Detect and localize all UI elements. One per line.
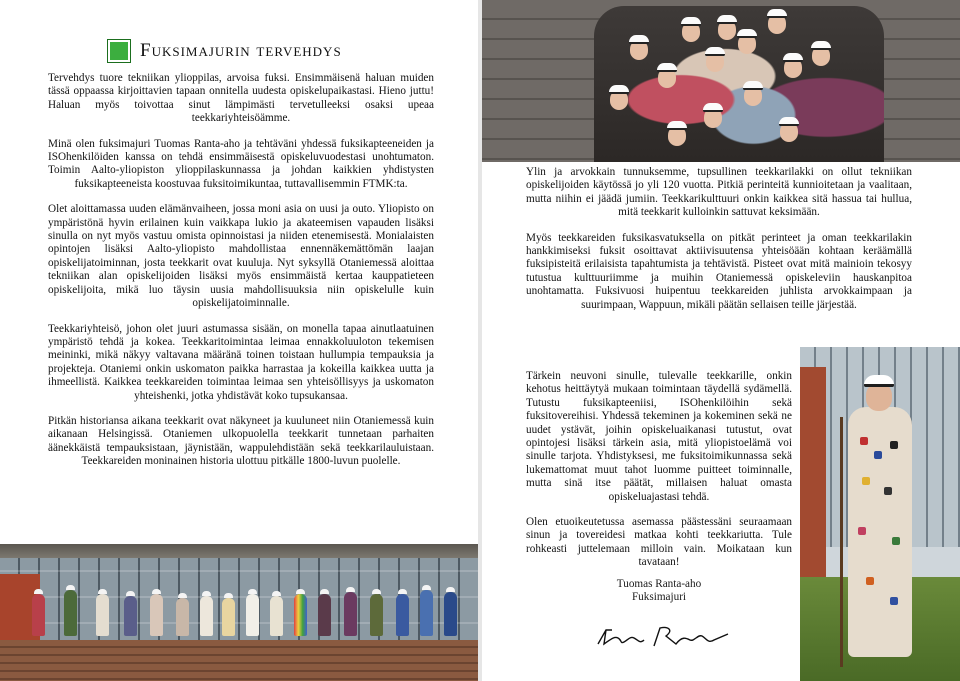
photo-person: [318, 594, 331, 636]
page-title: Fuksimajurin tervehdys: [140, 40, 342, 61]
right-page: [482, 0, 960, 681]
photo-patch: [892, 537, 900, 545]
photo-head: [706, 52, 724, 72]
photo-person: [176, 598, 189, 636]
photo-head: [784, 58, 802, 78]
paragraph: Olen etuoikeutetussa asemassa päästessäni seuraamaan sinun ja tovereidesi matkaa kohti teekkariutta. Tule rohkeasti juttelemaan milloin vain. Moikataan kun tavataan!: [526, 516, 792, 569]
photo-person: [64, 590, 77, 636]
group-photo-building: [0, 544, 478, 681]
photo-staff: [840, 417, 843, 667]
paragraph: Myös teekkareiden fuksikasvatuksella on pitkät perinteet ja oman teekkarilakin hankkimiseksi fuksit osoittavat aktiivisuutensa yhteisöään kohtaan keräämällä fuksipisteitä erilaisista tapahtumista ja tehtävistä. Pisteet ovat mitä mainioin tekosyy tutustua kulttuuriimme ja muihin Otaniemessä opiskeleviin hauskanpitoa unohtamatta. Fuksivuosi huipentuu teekkareiden juhlista arvokkaimpaan ja suurimpaan, Wappuun, mikäli päätän sellaisen teille järjestää.: [526, 231, 912, 311]
signoff-title: Fuksimajuri: [631, 591, 687, 604]
photo-cap: [864, 375, 894, 387]
photo-patch: [860, 437, 868, 445]
photo-person: [150, 594, 163, 636]
photo-person: [344, 592, 357, 636]
photo-patch: [874, 451, 882, 459]
photo-head: [768, 14, 786, 34]
photo-person: [840, 367, 920, 667]
paragraph: Tervehdys tuore tekniikan ylioppilas, arvoisa fuksi. Ensimmäisenä haluan muiden tässä oppaassa kirjoittavien tapaan onnitella uudesta opiskelupaikastasi. Hieno juttu! Haluan myös toivottaa sinut lämpimästi tervetulleeksi osaksi upeaa teekkariyhteisöämme.: [48, 72, 434, 125]
left-text-column: [48, 72, 434, 481]
photo-person: [444, 592, 457, 636]
photo-head: [780, 122, 798, 142]
paragraph: Pitkän historiansa aikana teekkarit ovat näkyneet ja kuuluneet niin Otaniemessä kuin aikanaan Helsingissä. Otaniemen ulkopuolella teekkarit tunnetaan parhaiten äänekkäistä tempauksistaan, jäynistään, wappulehdistään sekä teekkarilauluistaan. Teekkareiden moninainen historia ulottuu pitkälle 1800-luvun puolelle.: [48, 414, 434, 468]
photo-head: [610, 90, 628, 110]
photo-head: [744, 86, 762, 106]
photo-head: [630, 40, 648, 60]
handwritten-signature: [594, 622, 734, 652]
photo-person: [294, 594, 307, 636]
photo-person: [96, 594, 109, 636]
photo-patch: [884, 487, 892, 495]
photo-head: [682, 22, 700, 42]
group-photo-students: [482, 0, 960, 162]
photo-person: [246, 594, 259, 636]
paragraph: Tärkein neuvoni sinulle, tulevalle teekkarille, onkin kehotus heittäytyä mukaan toimintaan täydellä sydämellä. Tutustu fuksikapteeniisi, ISOhenkilöihin sekä fuksitovereihisi. Yhdessä tekeminen ja kokeminen sekä ne uudet ystävät, joihin opiskeluaikanasi tutustut, ovat opintojesi lisäksi tärkein asia, mitä yliopistoelämä voi sinulle tarjota. Yhdistyksesi, me fuksitoimikunnassa sekä lukemattomat muut tahot luomme puitteet toiminnalle, mutta sinä itse päätät, millaisen haluat omasta opiskeluajastasi tehdä.: [526, 370, 792, 503]
photo-person: [124, 596, 137, 636]
paragraph: Olet aloittamassa uuden elämänvaiheen, jossa moni asia on uusi ja outo. Yliopisto on ympäristönä hyvin erilainen kuin vaikkapa lukio ja akateemisen vapauden lisäksi sinulla on nyt myös vastuu omista opinnoistasi ja niiden etenemisestä. Monialaisten opintojen lisäksi Aalto-yliopisto mahdollistaa ennennäkemättömän laajan opiskelijatoiminnan, josta teekkarit ovat kuuluja. Nyt syksyllä Otaniemessä aloittaa tekniikan alan opiskelijoiden lisäksi myös ensimmäistä kertaa kauppatieteen opiskelijoita, mikä luo täysin uusia mahdollisuuksia niin opiskelulle kuin opiskelijatoiminnalle.: [48, 203, 434, 310]
photo-steps: [0, 640, 478, 681]
fuksimajuri-portrait-photo: [800, 347, 960, 681]
photo-head: [704, 108, 722, 128]
green-square-icon: [108, 40, 130, 62]
photo-person: [370, 594, 383, 636]
photo-head: [718, 20, 736, 40]
article-heading: [108, 40, 342, 62]
photo-patch: [890, 597, 898, 605]
photo-head: [738, 34, 756, 54]
photo-patch: [862, 477, 870, 485]
photo-head: [668, 126, 686, 146]
photo-person: [222, 598, 235, 636]
photo-person: [396, 594, 409, 636]
left-page: [0, 0, 478, 681]
photo-person: [32, 594, 45, 636]
photo-patch: [866, 577, 874, 585]
photo-person: [270, 596, 283, 636]
photo-patch: [890, 441, 898, 449]
paragraph: Ylin ja arvokkain tunnuksemme, tupsullinen teekkarilakki on ollut tekniikan opiskelijoiden käytössä jo yli 120 vuotta. Pitkiä perinteitä kunnioitetaan ja vaalitaan, mutta niihin ei jäädä jumiin. Teekkarikulttuuri onkin kaikkea sitä hassua tai hullua, mitä teekkarit kulloinkin sattuvat keksimään.: [526, 166, 912, 219]
photo-person: [200, 596, 213, 636]
photo-roof: [0, 544, 478, 558]
paragraph: Minä olen fuksimajuri Tuomas Ranta-aho ja tehtäväni yhdessä fuksikapteeneiden ja ISOhenkilöiden kanssa on tehdä ensimmäisestä opiskeluvuodestasi unohtumaton. Toimin Aalto-yliopiston ylioppilaskunnassa ja johdan kaikkien yhdistysten fuksikapteeneista koostuvaa fuksitoimikuntaa, tuttavallisemmin FTMK:ta.: [48, 137, 434, 190]
photo-head: [812, 46, 830, 66]
photo-face: [866, 383, 892, 411]
paragraph: Teekkariyhteisö, johon olet juuri astumassa sisään, on monella tapaa ainutlaatuinen ympäristö tehdä ja kokea. Teekkaritoimintaa leimaa ennakkoluuloton tekemisen meininki, mikä näkyy valtavana määränä toinen toistaan hullumpia tempauksia ja projekteja. Otaniemi onkin uskomaton paikka harrastaa ja kokeilla kaikkea uutta ja ihmeellistä. Kaikkea teekkareiden toimintaa leimaa sen yhteisöllisyys ja uskomaton yhteishenki, jotka yhdistävät koko tupsukansaa.: [48, 322, 434, 402]
signoff: [526, 578, 792, 605]
photo-head: [658, 68, 676, 88]
signoff-name: Tuomas Ranta-aho: [616, 578, 702, 590]
photo-patch: [858, 527, 866, 535]
photo-person: [420, 590, 433, 636]
right-text-column: [526, 166, 912, 324]
narrow-text-column: [526, 370, 792, 582]
